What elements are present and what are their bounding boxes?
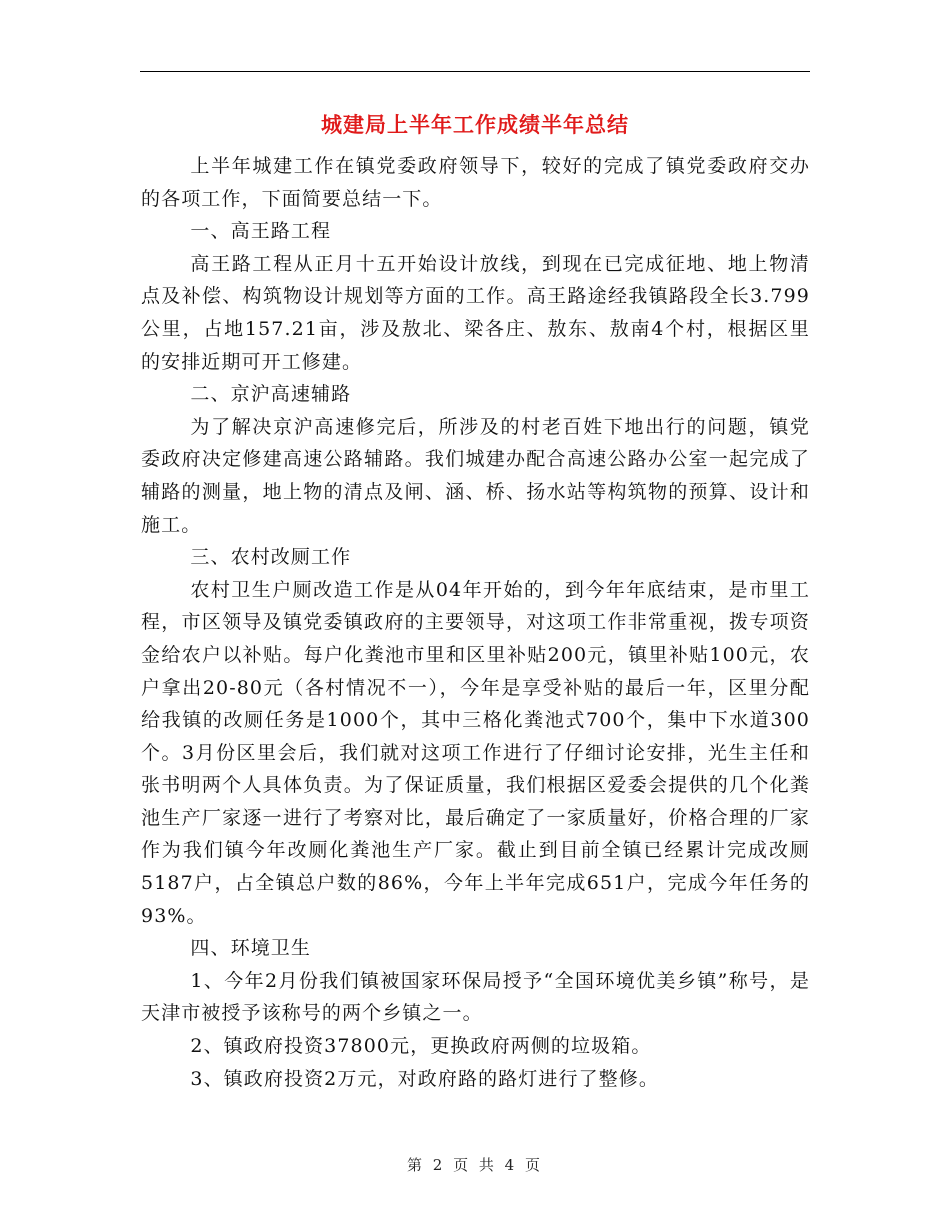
section-heading-toilet-renovation: 三、农村改厕工作 [190,546,352,569]
paragraph-toilet-renovation: 农村卫生户厕改造工作是从04年开始的，到今年年底结束，是市里工程，市区领导及镇党委镇政府的主要领导，对这项工作非常重视，拨专项资金给农户以补贴。每户化粪池市里和区里补贴200元，镇里补贴100元，农户拿出20-80元（各村情况不一），今年是享受补贴的最后一年，区里分配给我镇的改厕任务是1000个，其中三格化粪池式700个，集中下水道300个。3月份区里会后，我们就对这项工作进行了仔细讨论安排，光生主任和张书明两个人具体负责。为了保证质量，我们根据区爱委会提供的几个化粪池生产厂家逐一进行了考察对比，最后确定了一家质量好，价格合理的厂家作为我们镇今年改厕化粪池生产厂家。截止到目前全镇已经累计完成改厕5187户，占全镇总户数的86%，今年上半年完成651户，完成今年任务的93%。 [141,578,810,927]
section-heading-jinghu-auxiliary-road: 二、京沪高速辅路 [190,383,352,406]
intro-paragraph: 上半年城建工作在镇党委政府领导下，较好的完成了镇党委政府交办的各项工作，下面简要总结一下。 [141,155,810,210]
paragraph-sanitation-item-1: 1、今年2月份我们镇被国家环保局授予“全国环境优美乡镇”称号，是天津市被授予该称号的两个乡镇之一。 [141,969,810,1025]
section-heading-gaowang-road: 一、高王路工程 [190,220,332,243]
document-body [141,150,810,1095]
paragraph-jinghu-auxiliary-road: 为了解决京沪高速修完后，所涉及的村老百姓下地出行的问题，镇党委政府决定修建高速公路辅路。我们城建办配合高速公路办公室一起完成了辅路的测量，地上物的清点及闸、涵、桥、扬水站等构筑物的预算、设计和施工。 [141,415,810,536]
paragraph-sanitation-item-3: 3、镇政府投资2万元，对政府路的路灯进行了整修。 [190,1067,659,1090]
paragraph-gaowang-road: 高王路工程从正月十五开始设计放线，到现在已完成征地、地上物清点及补偿、构筑物设计规划等方面的工作。高王路途经我镇路段全长3.799公里，占地157.21亩，涉及敖北、梁各庄、敖东、敖南4个村，根据区里的安排近期可开工修建。 [141,252,810,373]
header-rule [140,71,810,72]
document-title: 城建局上半年工作成绩半年总结 [321,113,629,137]
paragraph-sanitation-item-2: 2、镇政府投资37800元，更换政府两侧的垃圾箱。 [190,1035,652,1058]
section-heading-environmental-sanitation: 四、环境卫生 [190,937,311,960]
page-number: 第 2 页 共 4 页 [407,1156,543,1174]
